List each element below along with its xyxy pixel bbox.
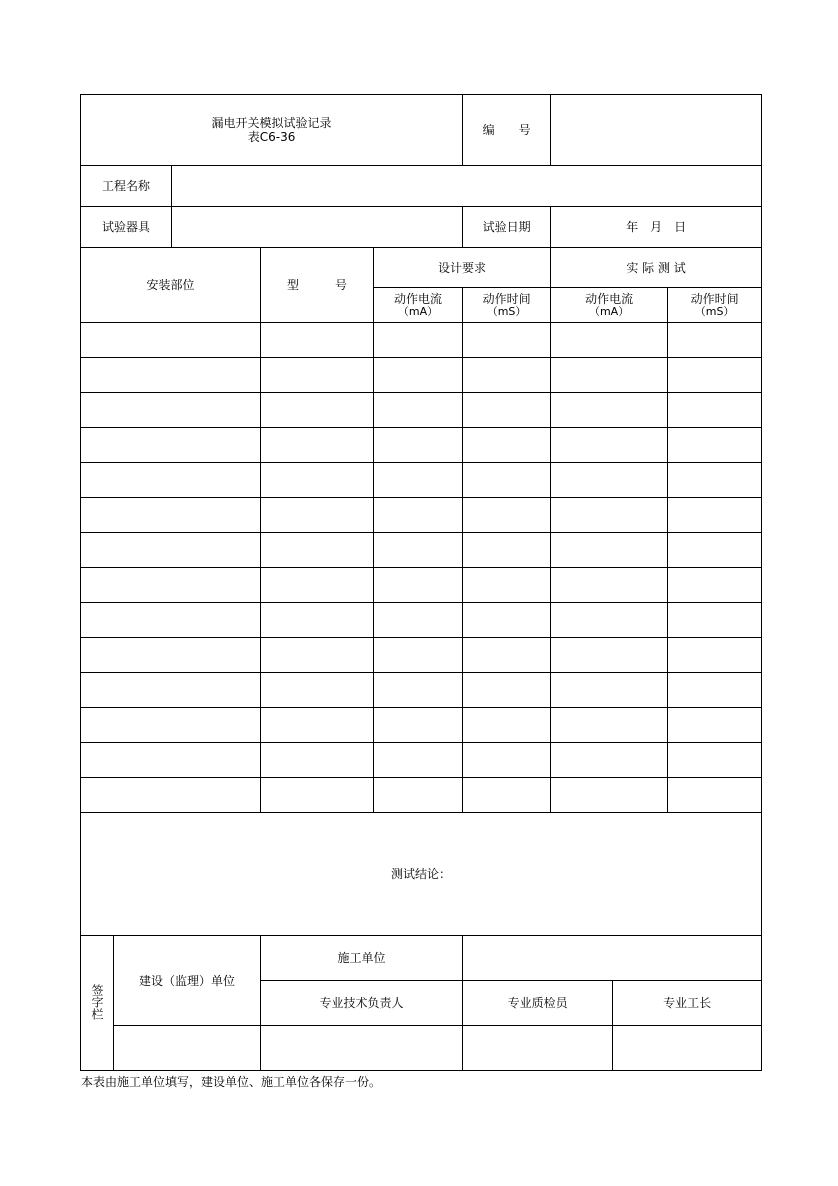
project-name-field[interactable] (172, 166, 762, 207)
cell-location[interactable] (81, 568, 261, 603)
signature-column-label (81, 936, 114, 1071)
col-header-actual-current (551, 288, 668, 323)
cell-design-current[interactable] (374, 323, 463, 358)
cell-design-current[interactable] (374, 463, 463, 498)
design-current-unit: （mA） (397, 305, 439, 318)
tech-lead-label: 专业技术负责人 (261, 981, 463, 1026)
cell-actual-current[interactable] (551, 743, 668, 778)
cell-design-current[interactable] (374, 428, 463, 463)
cell-model[interactable] (261, 743, 374, 778)
cell-location[interactable] (81, 498, 261, 533)
owner-unit-label: 建设（监理）单位 (114, 936, 261, 1026)
cell-actual-current[interactable] (551, 603, 668, 638)
number-value-field[interactable] (551, 95, 762, 166)
cell-model[interactable] (261, 568, 374, 603)
cell-actual-current[interactable] (551, 498, 668, 533)
cell-design-current[interactable] (374, 778, 463, 813)
cell-design-current[interactable] (374, 498, 463, 533)
table-row (81, 638, 762, 673)
col-header-design: 设计要求 (374, 248, 551, 288)
cell-design-current[interactable] (374, 533, 463, 568)
cell-actual-current[interactable] (551, 673, 668, 708)
cell-design-current[interactable] (374, 743, 463, 778)
cell-actual-current[interactable] (551, 358, 668, 393)
cell-actual-current[interactable] (551, 533, 668, 568)
cell-location[interactable] (81, 428, 261, 463)
cell-actual-time[interactable] (668, 638, 762, 673)
cell-model[interactable] (261, 708, 374, 743)
cell-location[interactable] (81, 743, 261, 778)
cell-actual-current[interactable] (551, 778, 668, 813)
design-time-label: 动作时间 (482, 292, 531, 306)
table-row (81, 743, 762, 778)
cell-design-time[interactable] (463, 708, 551, 743)
cell-actual-time[interactable] (668, 393, 762, 428)
table-row (81, 673, 762, 708)
cell-location[interactable] (81, 708, 261, 743)
table-row (81, 568, 762, 603)
cell-design-time[interactable] (463, 463, 551, 498)
cell-design-time[interactable] (463, 393, 551, 428)
cell-actual-time[interactable] (668, 673, 762, 708)
cell-design-time[interactable] (463, 673, 551, 708)
table-row (81, 463, 762, 498)
cell-location[interactable] (81, 778, 261, 813)
design-time-unit: （mS） (486, 305, 527, 318)
test-date-field[interactable]: 年 月 日 (551, 207, 762, 248)
quality-inspector-label: 专业质检员 (463, 981, 613, 1026)
foreman-signature-field[interactable] (613, 1026, 762, 1071)
cell-actual-current[interactable] (551, 463, 668, 498)
test-date-label: 试验日期 (463, 207, 551, 248)
cell-design-current[interactable] (374, 568, 463, 603)
cell-actual-time[interactable] (668, 533, 762, 568)
col-header-actual-time (668, 288, 762, 323)
construction-unit-label: 施工单位 (261, 936, 463, 981)
cell-design-time[interactable] (463, 323, 551, 358)
table-row (81, 533, 762, 568)
col-header-actual: 实 际 测 试 (551, 248, 762, 288)
data-rows (81, 323, 762, 813)
cell-model[interactable] (261, 393, 374, 428)
cell-model[interactable] (261, 673, 374, 708)
signature-column-text: 签字栏 (90, 983, 104, 1020)
form-title (81, 95, 463, 166)
cell-actual-current[interactable] (551, 708, 668, 743)
cell-location[interactable] (81, 673, 261, 708)
col-header-design-current (374, 288, 463, 323)
table-row (81, 393, 762, 428)
cell-actual-time[interactable] (668, 708, 762, 743)
cell-location[interactable] (81, 463, 261, 498)
table-row (81, 358, 762, 393)
cell-design-time[interactable] (463, 638, 551, 673)
cell-actual-time[interactable] (668, 743, 762, 778)
cell-location[interactable] (81, 393, 261, 428)
project-name-label: 工程名称 (81, 166, 172, 207)
table-row (81, 603, 762, 638)
cell-location[interactable] (81, 533, 261, 568)
test-conclusion-label: 测试结论： (391, 867, 452, 881)
cell-actual-current[interactable] (551, 323, 668, 358)
test-equipment-label: 试验器具 (81, 207, 172, 248)
cell-model[interactable] (261, 533, 374, 568)
col-header-location: 安装部位 (81, 248, 261, 323)
test-equipment-field[interactable] (172, 207, 463, 248)
cell-model[interactable] (261, 323, 374, 358)
cell-location[interactable] (81, 323, 261, 358)
cell-design-current[interactable] (374, 393, 463, 428)
actual-time-label: 动作时间 (690, 292, 739, 306)
table-row (81, 778, 762, 813)
record-sheet (80, 94, 761, 1071)
cell-actual-current[interactable] (551, 638, 668, 673)
cell-design-time[interactable] (463, 778, 551, 813)
cell-actual-time[interactable] (668, 778, 762, 813)
design-current-label: 动作电流 (394, 292, 443, 306)
actual-time-unit: （mS） (694, 305, 735, 318)
cell-model[interactable] (261, 463, 374, 498)
cell-actual-time[interactable] (668, 463, 762, 498)
cell-location[interactable] (81, 358, 261, 393)
cell-design-current[interactable] (374, 708, 463, 743)
actual-current-label: 动作电流 (585, 292, 634, 306)
cell-actual-time[interactable] (668, 498, 762, 533)
owner-unit-signature-field[interactable] (114, 1026, 261, 1071)
foreman-label: 专业工长 (613, 981, 762, 1026)
construction-unit-field[interactable] (463, 936, 762, 981)
cell-model[interactable] (261, 638, 374, 673)
cell-design-time[interactable] (463, 603, 551, 638)
cell-model[interactable] (261, 428, 374, 463)
cell-actual-current[interactable] (551, 428, 668, 463)
cell-actual-time[interactable] (668, 358, 762, 393)
cell-design-current[interactable] (374, 358, 463, 393)
cell-model[interactable] (261, 358, 374, 393)
cell-design-time[interactable] (463, 533, 551, 568)
form-title-main: 漏电开关模拟试验记录 (211, 116, 332, 130)
cell-actual-time[interactable] (668, 428, 762, 463)
quality-inspector-signature-field[interactable] (463, 1026, 613, 1071)
cell-actual-time[interactable] (668, 323, 762, 358)
table-row (81, 708, 762, 743)
cell-location[interactable] (81, 603, 261, 638)
tech-lead-signature-field[interactable] (261, 1026, 463, 1071)
cell-design-current[interactable] (374, 638, 463, 673)
cell-design-current[interactable] (374, 603, 463, 638)
table-row (81, 498, 762, 533)
cell-design-time[interactable] (463, 743, 551, 778)
cell-model[interactable] (261, 498, 374, 533)
cell-model[interactable] (261, 778, 374, 813)
table-row (81, 323, 762, 358)
table-row (81, 428, 762, 463)
col-header-model: 型 号 (261, 248, 374, 323)
col-header-design-time (463, 288, 551, 323)
number-label: 编 号 (463, 95, 551, 166)
cell-actual-current[interactable] (551, 568, 668, 603)
cell-design-time[interactable] (463, 358, 551, 393)
record-form-table (80, 94, 762, 1071)
cell-design-time[interactable] (463, 498, 551, 533)
actual-current-unit: （mA） (588, 305, 630, 318)
cell-design-current[interactable] (374, 673, 463, 708)
footnote: 本表由施工单位填写，建设单位、施工单位各保存一份。 (81, 1075, 382, 1089)
cell-design-time[interactable] (463, 428, 551, 463)
form-title-code: 表C6-36 (247, 130, 296, 144)
cell-actual-time[interactable] (668, 568, 762, 603)
test-conclusion-field[interactable] (81, 813, 762, 936)
cell-actual-current[interactable] (551, 393, 668, 428)
cell-design-time[interactable] (463, 568, 551, 603)
cell-model[interactable] (261, 603, 374, 638)
cell-actual-time[interactable] (668, 603, 762, 638)
cell-location[interactable] (81, 638, 261, 673)
